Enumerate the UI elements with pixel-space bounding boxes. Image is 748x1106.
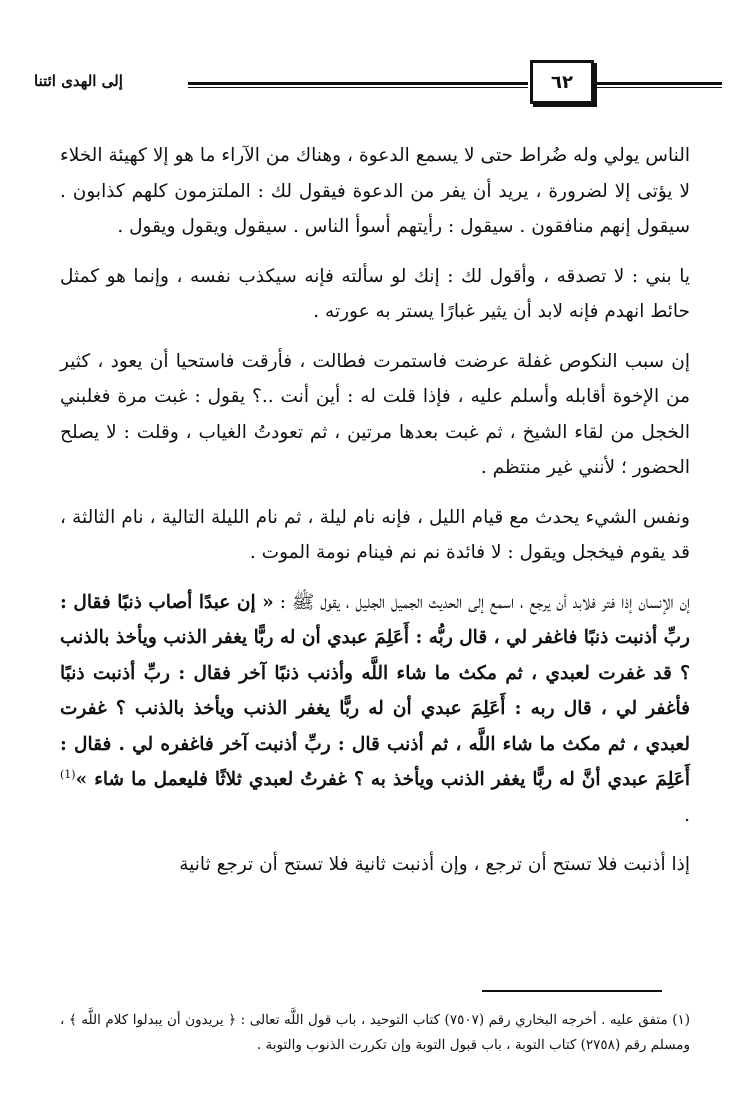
paragraph-intro: إن الإنسان إذا فتر فلابد أن يرجع ، اسمع إلى الحديث الجميل الجليل ، يقول ﷺ : bbox=[273, 591, 690, 613]
footnote bbox=[60, 1008, 690, 1058]
paragraph: يا بني : لا تصدقه ، وأقول لك : إنك لو سألته فإنه سيكذب نفسه ، وإنما هو كمثل حائط انهدم فإنه لابد أن يثير غبارًا يستر به عورته . bbox=[60, 265, 690, 322]
header-rule bbox=[188, 87, 528, 88]
header-rule bbox=[594, 87, 722, 88]
header-rule bbox=[188, 82, 528, 85]
running-title: إلى الهدى ائتنا bbox=[34, 72, 123, 90]
paragraph: إن سبب النكوص غفلة عرضت فاستمرت فطالت ، فأرقت فاستحيا أن يعود ، كثير من الإخوة أقابله وأسلم عليه ، فإذا قلت له : أين أنت ..؟ يقول : غبت مرة فغلبني الخجل من لقاء الشيخ ، ثم غبت بعدها مرتين ، ثم تعودتُ الغياب ، وقلت : لا يصلح الحضور ؛ لأنني غير منتظم . bbox=[60, 350, 690, 478]
header-rule bbox=[594, 82, 722, 85]
paragraph: الناس يولي وله ضُراط حتى لا يسمع الدعوة ، وهناك من الآراء ما هو إلا كهيئة الخلاء لا يؤتى إلا لضرورة ، يريد أن يفر من الدعوة فيقول لك : الملتزمون كلهم كذابون . سيقول إنهم منافقون . سيقول : رأيتهم أسوأ الناس . سيقول ويقول ويقول . bbox=[60, 145, 690, 237]
page-header bbox=[28, 58, 722, 108]
paragraph-end: . bbox=[684, 804, 690, 826]
footnote-divider bbox=[482, 990, 662, 992]
footnote-reference: (1) bbox=[60, 767, 76, 781]
paragraph: ونفس الشيء يحدث مع قيام الليل ، فإنه نام ليلة ، ثم نام الليلة التالية ، نام الثالثة ، قد يقوم فيخجل ويقول : لا فائدة نم نم فينام نومة الموت . bbox=[60, 506, 690, 563]
page-number: ٦٢ bbox=[530, 60, 594, 104]
hadith-quote: « إن عبدًا أصاب ذنبًا فقال : ربِّ أذنبت ذنبًا فاغفر لي ، قال ربُّه : أَعَلِمَ عبدي أن له ربًّا يغفر الذنب ويأخذ بالذنب ؟ قد غفرت لعبدي ، ثم مكث ما شاء اللَّه وأذنب ذنبًا آخر فقال : ربِّ أذنبت ذنبًا فأغفر لي ، قال ربه : أَعَلِمَ عبدي أن له ربًّا يغفر الذنب ويأخذ بالذنب ؟ غفرت لعبدي ، ثم مكث ما شاء اللَّه ، ثم أذنب قال : ربِّ أذنبت آخر فاغفره لي . فقال : أَعَلِمَ عبدي أنَّ له ربًّا يغفر الذنب ويأخذ به ؟ غفرتُ لعبدي ثلاثًا فليعمل ما شاء » bbox=[60, 591, 690, 790]
paragraph-hadith bbox=[60, 585, 690, 834]
footnote-text: (١) متفق عليه . أخرجه البخاري رقم (٧٥٠٧) كتاب التوحيد ، باب قول اللَّه تعالى : ﴿ يريدون أن يبدلوا كلام اللَّه ﴾ ، ومسلم رقم (٢٧٥٨) كتاب التوبة ، باب قبول التوبة وإن تكررت الذنوب والتوبة . bbox=[60, 1012, 691, 1053]
main-text bbox=[60, 138, 690, 897]
paragraph: إذا أذنبت فلا تستح أن ترجع ، وإن أذنبت ثانية فلا تستح أن ترجع ثانية bbox=[179, 854, 690, 875]
